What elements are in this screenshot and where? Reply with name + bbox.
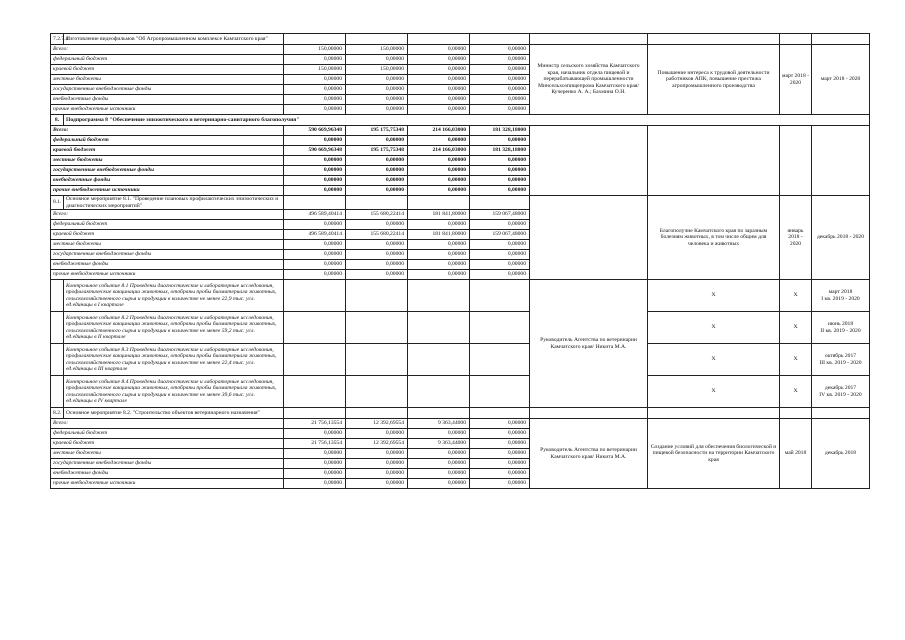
row-label: местные бюджеты — [51, 75, 284, 85]
value-2020: 0,00000 — [470, 220, 530, 230]
row-8-1-header — [51, 196, 870, 210]
value-total: 150,00000 — [284, 45, 346, 55]
mark-cell: X — [780, 280, 812, 312]
value-2018: 0,00000 — [346, 75, 408, 85]
row-label: государственные внебюджетные фонды — [51, 459, 284, 469]
result-cell: Благополучие Камчатского края по заразным болезням животных, в том числе общим для человека и животных — [648, 196, 780, 280]
value-2018: 0,00000 — [346, 270, 408, 280]
value-2020: 0,00000 — [470, 45, 530, 55]
value-total: 0,00000 — [284, 240, 346, 250]
date-cell — [812, 280, 870, 312]
value-2019: 0,00000 — [408, 75, 470, 85]
value-2018: 0,00000 — [346, 459, 408, 469]
value-2020: 0,00000 — [470, 105, 530, 115]
value-total: 0,00000 — [284, 250, 346, 260]
value-2020: 0,00000 — [470, 65, 530, 75]
row-label: внебюджетные фонды — [51, 176, 284, 186]
value-2020: 0,00000 — [470, 270, 530, 280]
value-total: 0,00000 — [284, 166, 346, 176]
value-2018: 0,00000 — [346, 250, 408, 260]
value-total: 590 669,96348 — [284, 126, 346, 136]
value-2018: 150,00000 — [346, 45, 408, 55]
date-month: декабрь 2017 — [824, 385, 857, 392]
value-2018: 0,00000 — [346, 479, 408, 489]
row-subprogram-8-header — [51, 115, 870, 126]
mark-cell: X — [648, 344, 780, 376]
value-2019: 9 363,44000 — [408, 419, 470, 429]
value-2019: 0,00000 — [408, 65, 470, 75]
mark-cell: X — [648, 312, 780, 344]
start-cell: март 2018 - 2020 — [780, 45, 812, 115]
row-label: внебюджетные фонды — [51, 95, 284, 105]
value-total: 0,00000 — [284, 156, 346, 166]
value-2019: 0,00000 — [408, 55, 470, 65]
value-2020: 0,00000 — [470, 469, 530, 479]
value-2018: 12 392,69554 — [346, 439, 408, 449]
date-cell — [812, 376, 870, 408]
value-2018: 0,00000 — [346, 176, 408, 186]
row-label: прочие внебюджетные источники — [51, 186, 284, 196]
value-total: 0,00000 — [284, 75, 346, 85]
value-2019: 214 166,03000 — [408, 126, 470, 136]
date-cell — [812, 312, 870, 344]
control-event-text: Контрольное событие 8.1 Проведены диагностические и лабораторные исследования, профилактические вакцинации животных, отобраны пробы биоматериала животных, сельскохозяйственного сырья и продукции в количестве не менее 22,9 тыс. усл. ед.единицы в I квартале — [64, 280, 284, 312]
value-2020: 181 328,18000 — [470, 126, 530, 136]
row-label: местные бюджеты — [51, 240, 284, 250]
value-total: 0,00000 — [284, 429, 346, 439]
value-total: 0,00000 — [284, 449, 346, 459]
value-2020: 0,00000 — [470, 75, 530, 85]
value-2018: 150,00000 — [346, 65, 408, 75]
value-2019: 0,00000 — [408, 479, 470, 489]
row-label: краевой бюджет — [51, 439, 284, 449]
value-2019: 214 166,03000 — [408, 146, 470, 156]
end-cell: декабрь 2018 - 2020 — [812, 196, 870, 280]
control-event-text: Контрольное событие 8.4 Проведены диагностические и лабораторные исследования, профилактические вакцинации животных, отобраны пробы биоматериала животных, сельскохозяйственного сырья и продукции в количестве не менее 39,6 тыс. усл. ед.единицы в IV квартале — [64, 376, 284, 408]
value-2018: 0,00000 — [346, 220, 408, 230]
value-2018: 12 392,69554 — [346, 419, 408, 429]
value-total: 496 589,40414 — [284, 230, 346, 240]
result-cell: Создание условий для обеспечения биологической и пищевой безопасности на территории Камчатского края — [648, 419, 780, 489]
row-label: прочие внебюджетные источники — [51, 105, 284, 115]
result-cell: Повышение интереса к трудовой деятельности работников АПК, повышение престижа агропромышленного производства — [648, 45, 780, 115]
value-2018: 155 680,22414 — [346, 230, 408, 240]
value-2020: 0,00000 — [470, 260, 530, 270]
value-2019: 0,00000 — [408, 270, 470, 280]
value-total: 0,00000 — [284, 85, 346, 95]
value-2020: 0,00000 — [470, 439, 530, 449]
value-2020: 159 067,48000 — [470, 210, 530, 220]
responsible-cell: Руководитель Агентства по ветеринарии Камчатского края/ Никита М.А. — [530, 419, 648, 489]
value-total: 21 756,13554 — [284, 439, 346, 449]
row-7-2-7-4-header — [51, 34, 870, 45]
value-total: 0,00000 — [284, 469, 346, 479]
value-total: 0,00000 — [284, 260, 346, 270]
value-total: 496 589,40414 — [284, 210, 346, 220]
code-cell: 7.2.7.4. — [51, 34, 64, 45]
value-2020: 0,00000 — [470, 156, 530, 166]
budget-table — [50, 33, 870, 489]
mark-cell: X — [780, 344, 812, 376]
value-total: 0,00000 — [284, 136, 346, 146]
row-label: краевой бюджет — [51, 230, 284, 240]
value-2018: 0,00000 — [346, 105, 408, 115]
value-2020: 0,00000 — [470, 136, 530, 146]
value-total: 0,00000 — [284, 479, 346, 489]
value-2019: 0,00000 — [408, 136, 470, 146]
value-total: 590 669,96348 — [284, 146, 346, 156]
code-cell: 8.2. — [51, 408, 64, 419]
value-2019: 0,00000 — [408, 166, 470, 176]
value-2020: 0,00000 — [470, 419, 530, 429]
row-label: Всего: — [51, 210, 284, 220]
row-label: внебюджетные фонды — [51, 469, 284, 479]
value-2018: 195 175,75348 — [346, 146, 408, 156]
responsible-cell: Министр сельского хозяйства Камчатского края, начальник отдела пищевой и перерабатывающей промышленности Минсельхозпищепрома Камчатского края/Кучеренко А. А.; Бахмина О.Н. — [530, 45, 648, 115]
row-label: местные бюджеты — [51, 449, 284, 459]
value-total: 0,00000 — [284, 186, 346, 196]
row-label: прочие внебюджетные источники — [51, 479, 284, 489]
value-2020: 0,00000 — [470, 250, 530, 260]
control-event-row — [51, 376, 870, 408]
value-total: 21 756,13554 — [284, 419, 346, 429]
table-row — [51, 45, 870, 55]
value-total: 0,00000 — [284, 95, 346, 105]
value-2018: 0,00000 — [346, 156, 408, 166]
value-total: 0,00000 — [284, 55, 346, 65]
control-event-row — [51, 312, 870, 344]
value-2020: 0,00000 — [470, 449, 530, 459]
control-event-row — [51, 344, 870, 376]
value-total: 0,00000 — [284, 220, 346, 230]
value-2020: 0,00000 — [470, 85, 530, 95]
value-2019: 0,00000 — [408, 186, 470, 196]
row-label: федеральный бюджет — [51, 429, 284, 439]
value-2019: 0,00000 — [408, 240, 470, 250]
budget-table-page — [50, 33, 869, 621]
value-2020: 0,00000 — [470, 55, 530, 65]
value-total: 0,00000 — [284, 459, 346, 469]
row-label: государственные внебюджетные фонды — [51, 250, 284, 260]
value-2019: 0,00000 — [408, 469, 470, 479]
value-total: 0,00000 — [284, 270, 346, 280]
date-quarter: II кв. 2019 - 2020 — [820, 327, 861, 334]
row-label: внебюджетные фонды — [51, 260, 284, 270]
value-2019: 0,00000 — [408, 105, 470, 115]
value-2018: 0,00000 — [346, 186, 408, 196]
value-2020: 0,00000 — [470, 186, 530, 196]
value-2019: 0,00000 — [408, 429, 470, 439]
mark-cell: X — [780, 312, 812, 344]
date-cell — [812, 344, 870, 376]
value-2019: 0,00000 — [408, 220, 470, 230]
title-cell: Основное мероприятие 8.2. "Строительство объектов ветеринарного назначения" — [64, 408, 284, 419]
value-2019: 0,00000 — [408, 250, 470, 260]
value-2019: 0,00000 — [408, 176, 470, 186]
row-label: Всего: — [51, 126, 284, 136]
value-2020: 181 328,18000 — [470, 146, 530, 156]
value-2018: 0,00000 — [346, 55, 408, 65]
value-2019: 181 841,80000 — [408, 210, 470, 220]
value-2018: 0,00000 — [346, 260, 408, 270]
responsible-cell: Руководитель Агентства по ветеринарии Камчатского края/ Никита М.А. — [530, 280, 648, 408]
value-2019: 0,00000 — [408, 156, 470, 166]
value-2018: 0,00000 — [346, 469, 408, 479]
code-cell: 8. — [51, 115, 64, 126]
value-2019: 0,00000 — [408, 45, 470, 55]
date-quarter: III кв. 2019 - 2020 — [819, 359, 862, 366]
row-label: прочие внебюджетные источники — [51, 270, 284, 280]
value-2018: 195 175,75348 — [346, 126, 408, 136]
row-label: государственные внебюджетные фонды — [51, 166, 284, 176]
date-month: октябрь 2017 — [824, 353, 857, 360]
date-month: июнь 2018 — [827, 321, 854, 328]
value-2020: 0,00000 — [470, 176, 530, 186]
row-8-2-header — [51, 408, 870, 419]
value-2018: 155 680,22414 — [346, 210, 408, 220]
value-total: 0,00000 — [284, 105, 346, 115]
value-2020: 159 067,48000 — [470, 230, 530, 240]
value-2018: 0,00000 — [346, 429, 408, 439]
row-label: федеральный бюджет — [51, 220, 284, 230]
title-cell: Изготовление видеофильмов "Об Агропромышленном комплексе Камчатского края" — [64, 34, 284, 45]
value-2019: 0,00000 — [408, 449, 470, 459]
value-2020: 0,00000 — [470, 429, 530, 439]
date-month: март 2018 — [828, 289, 853, 296]
date-quarter: IV кв. 2019 - 2020 — [819, 391, 862, 398]
value-2019: 0,00000 — [408, 459, 470, 469]
mark-cell: X — [648, 280, 780, 312]
control-event-text: Контрольное событие 8.3 Проведены диагностические и лабораторные исследования, профилактические вакцинации животных, отобраны пробы биоматериала животных, сельскохозяйственного сырья и продукции в количестве не менее 22,4 тыс. усл. ед.единицы в III квартале — [64, 344, 284, 376]
mark-cell: X — [780, 376, 812, 408]
row-label: краевой бюджет — [51, 146, 284, 156]
value-2019: 0,00000 — [408, 85, 470, 95]
value-2018: 0,00000 — [346, 240, 408, 250]
start-cell: январь 2018 - 2020 — [780, 196, 812, 280]
table-row — [51, 126, 870, 136]
end-cell: март 2018 - 2020 — [812, 45, 870, 115]
value-2018: 0,00000 — [346, 136, 408, 146]
mark-cell: X — [648, 376, 780, 408]
row-label: Всего: — [51, 45, 284, 55]
value-2018: 0,00000 — [346, 449, 408, 459]
value-total: 0,00000 — [284, 176, 346, 186]
value-2020: 0,00000 — [470, 459, 530, 469]
value-2018: 0,00000 — [346, 166, 408, 176]
title-cell: Подпрограмма 8 "Обеспечение эпизоотического и ветеринарно-санитарного благополучия" — [64, 115, 870, 126]
table-row — [51, 419, 870, 429]
row-label: государственные внебюджетные фонды — [51, 85, 284, 95]
value-2018: 0,00000 — [346, 85, 408, 95]
value-2018: 0,00000 — [346, 95, 408, 105]
value-2019: 0,00000 — [408, 95, 470, 105]
value-2019: 9 363,44000 — [408, 439, 470, 449]
title-cell: Основное мероприятие 8.1. "Проведение плановых профилактических эпизоотических и диагностических мероприятий" — [64, 196, 284, 210]
row-label: местные бюджеты — [51, 156, 284, 166]
value-total: 150,00000 — [284, 65, 346, 75]
row-label: краевой бюджет — [51, 65, 284, 75]
start-cell: май 2018 — [780, 419, 812, 489]
value-2019: 181 841,80000 — [408, 230, 470, 240]
date-quarter: I кв. 2019 - 2020 — [821, 295, 860, 302]
control-event-row — [51, 280, 870, 312]
value-2020: 0,00000 — [470, 240, 530, 250]
value-2020: 0,00000 — [470, 95, 530, 105]
end-cell: декабрь 2018 — [812, 419, 870, 489]
value-2019: 0,00000 — [408, 260, 470, 270]
row-label: федеральный бюджет — [51, 136, 284, 146]
value-2020: 0,00000 — [470, 166, 530, 176]
value-2020: 0,00000 — [470, 479, 530, 489]
row-label: Всего: — [51, 419, 284, 429]
row-label: федеральный бюджет — [51, 55, 284, 65]
code-cell: 8.1. — [51, 196, 64, 210]
control-event-text: Контрольное событие 8.2 Проведены диагностические и лабораторные исследования, профилактические вакцинации животных, отобраны пробы биоматериала животных, сельскохозяйственного сырья и продукции в количестве не менее 59,2 тыс. усл. ед.единицы в II квартале — [64, 312, 284, 344]
